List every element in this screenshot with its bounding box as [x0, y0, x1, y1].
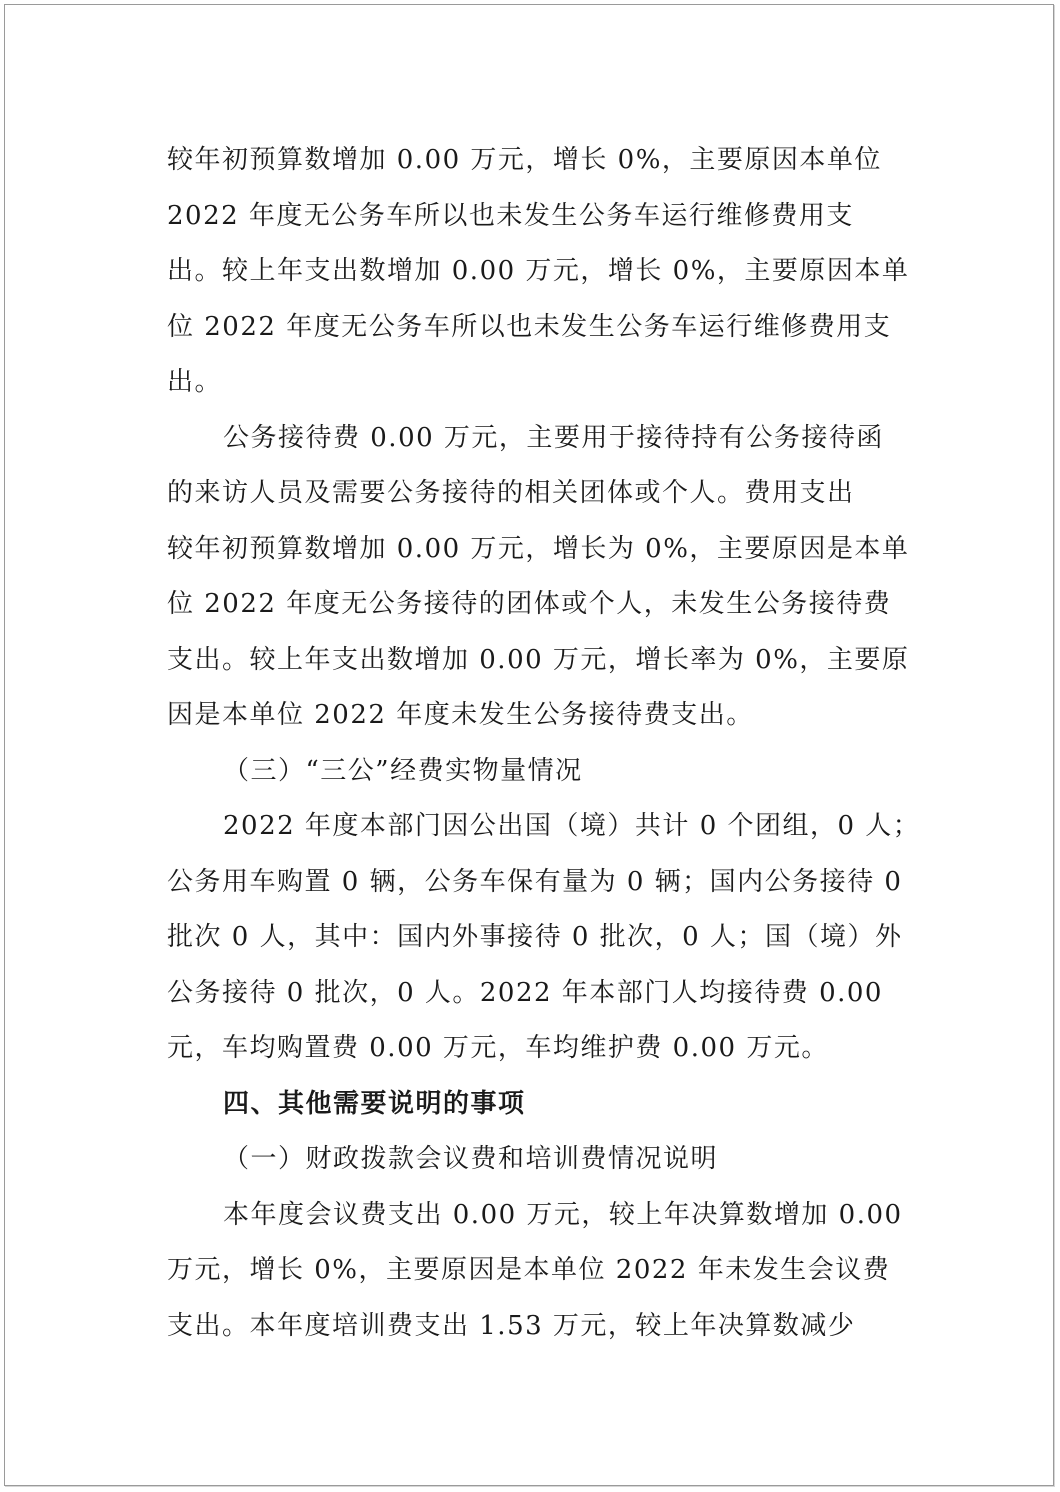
text-line: 位 2022 年度无公务车所以也未发生公务车运行维修费用支 — [167, 311, 892, 342]
document-body — [167, 133, 921, 1354]
text-line: 较年初预算数增加 0.00 万元，增长 0%，主要原因本单位 — [167, 145, 882, 175]
text-line: 公务用车购置 0 辆，公务车保有量为 0 辆；国内公务接待 0 — [167, 866, 903, 897]
paragraph-start-line: 2022 年度本部门因公出国（境）共计 0 个团组，0 人； — [223, 811, 921, 841]
text-line: 元，车均购置费 0.00 万元，车均维护费 0.00 万元。 — [167, 1033, 829, 1063]
paragraph-start-line: 公务接待费 0.00 万元，主要用于接待持有公务接待函 — [223, 422, 884, 453]
subsection-heading: （一）财政拨款会议费和培训费情况说明 — [223, 1144, 719, 1174]
text-line: 2022 年度无公务车所以也未发生公务车运行维修费用支 — [167, 200, 854, 231]
section-heading: 四、其他需要说明的事项 — [223, 1088, 526, 1119]
text-line: 公务接待 0 批次，0 人。2022 年本部门人均接待费 0.00 — [167, 977, 883, 1008]
text-line: 出。 — [167, 367, 223, 397]
text-line: 较年初预算数增加 0.00 万元，增长为 0%，主要原因是本单 — [167, 533, 910, 564]
text-line: 批次 0 人，其中：国内外事接待 0 批次，0 人；国（境）外 — [167, 922, 903, 952]
text-line: 支出。本年度培训费支出 1.53 万元，较上年决算数减少 — [167, 1310, 856, 1341]
text-line: 出。较上年支出数增加 0.00 万元，增长 0%，主要原因本单 — [167, 256, 910, 286]
text-line: 万元，增长 0%，主要原因是本单位 2022 年未发生会议费 — [167, 1255, 891, 1285]
text-line: 支出。较上年支出数增加 0.00 万元，增长率为 0%，主要原 — [167, 644, 910, 675]
subsection-heading: （三）“三公”经费实物量情况 — [223, 755, 583, 786]
text-line: 因是本单位 2022 年度未发生公务接待费支出。 — [167, 700, 754, 730]
text-line: 的来访人员及需要公务接待的相关团体或个人。费用支出 — [167, 478, 855, 508]
text-line: 位 2022 年度无公务接待的团体或个人，未发生公务接待费 — [167, 589, 892, 619]
paragraph-start-line: 本年度会议费支出 0.00 万元，较上年决算数增加 0.00 — [223, 1199, 903, 1230]
document-page — [4, 4, 1054, 1486]
